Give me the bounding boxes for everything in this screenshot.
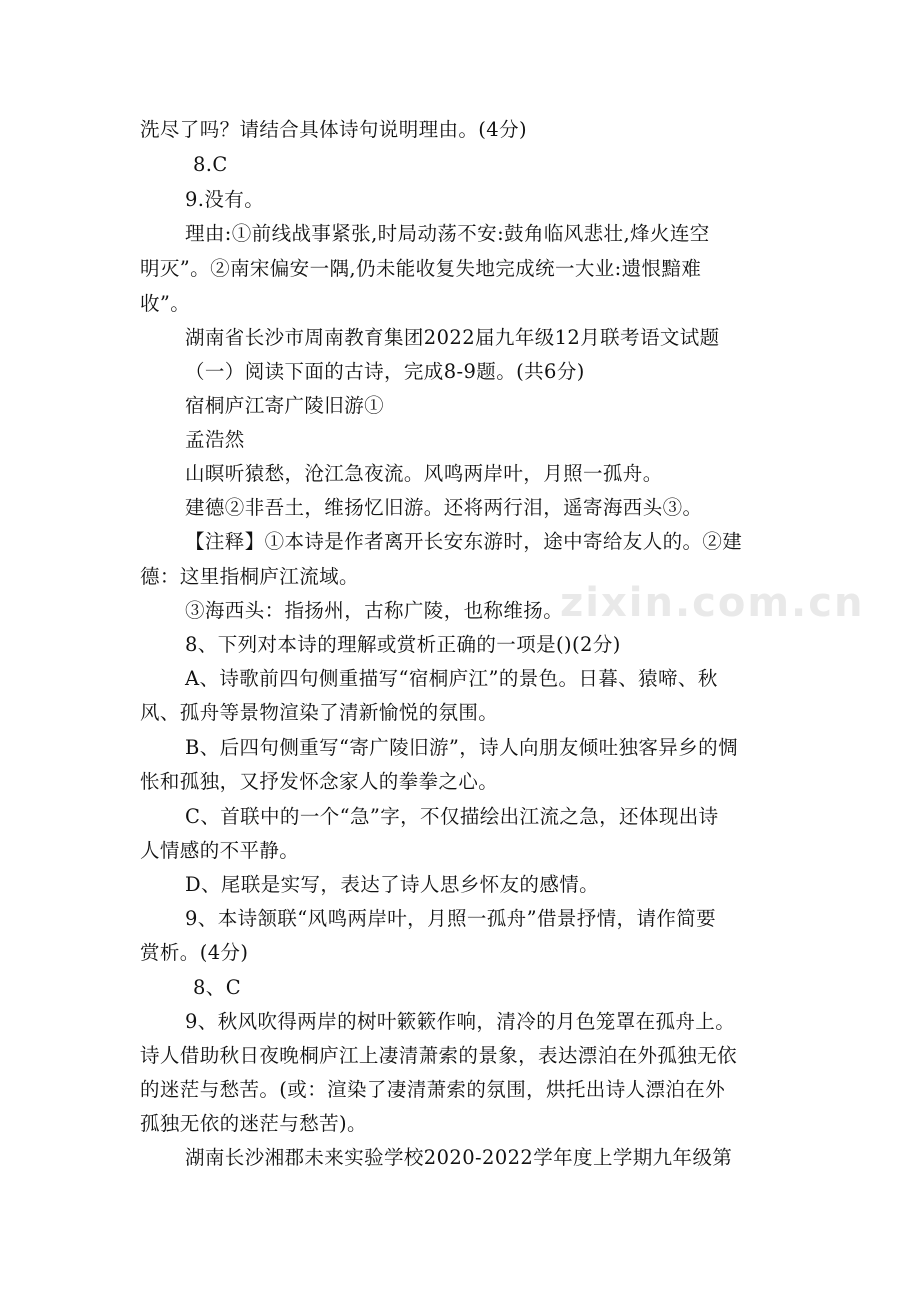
- answer-line: 9.没有。: [185, 188, 265, 211]
- answer-line: 的迷茫与愁苦。(或：渲染了凄清萧索的氛围，烘托出诗人漂泊在外: [140, 1078, 726, 1101]
- section-heading: 湖南省长沙市周南教育集团2022届九年级12月联考语文试题: [185, 326, 720, 349]
- text-line: 理由:①前线战事紧张,时局动荡不安:鼓角临风悲壮,烽火连空: [185, 222, 710, 245]
- question-line: 赏析。(4分): [140, 941, 249, 964]
- annotation-line: 德：这里指桐庐江流域。: [140, 565, 359, 588]
- option-line: B、后四句侧重写“寄广陵旧游”，诗人向朋友倾吐独客异乡的惆: [185, 736, 738, 759]
- annotation-line: 【注释】①本诗是作者离开长安东游时，途中寄给友人的。②建: [185, 530, 743, 553]
- question-intro: （一）阅读下面的古诗，完成8-9题。(共6分): [185, 360, 585, 383]
- section-heading: 湖南长沙湘郡未来实验学校2020-2022学年度上学期九年级第: [185, 1146, 733, 1169]
- answer-line: 诗人借助秋日夜晚桐庐江上凄清萧索的景象，表达漂泊在外孤独无依: [140, 1044, 738, 1067]
- option-line: A、诗歌前四句侧重描写“宿桐庐江”的景色。日暮、猿啼、秋: [185, 667, 718, 690]
- option-line: 怅和孤独，又抒发怀念家人的拳拳之心。: [140, 770, 499, 793]
- poem-line: 山暝听猿愁，沧江急夜流。风鸣两岸叶，月照一孤舟。: [185, 462, 663, 485]
- option-line: 风、孤舟等景物渲染了清新愉悦的氛围。: [140, 701, 499, 724]
- poem-title: 宿桐庐江寄广陵旧游①: [185, 394, 385, 417]
- text-line: 明灭”。②南宋偏安一隅,仍未能收复失地完成统一大业:遗恨黯难: [140, 257, 702, 280]
- poem-line: 建德②非吾土，维扬忆旧游。还将两行泪，遥寄海西头③。: [185, 496, 703, 519]
- text-line: 收”。: [140, 292, 191, 315]
- poem-author: 孟浩然: [185, 428, 245, 451]
- answer-line: 9、秋风吹得两岸的树叶簌簌作响，清冷的月色笼罩在孤舟上。: [185, 1010, 736, 1033]
- answer-line: 孤独无依的迷茫与愁苦)。: [140, 1112, 367, 1135]
- watermark: zixin.com.cn: [560, 580, 865, 626]
- option-line: 人情感的不平静。: [140, 839, 300, 862]
- answer-line: 8、C: [193, 976, 242, 999]
- annotation-line: ③海西头：指扬州，古称广陵，也称维扬。: [185, 599, 564, 622]
- question-line: 8、下列对本诗的理解或赏析正确的一项是()(2分): [185, 633, 621, 656]
- option-line: C、首联中的一个“急”字，不仅描绘出江流之急，还体现出诗: [185, 805, 719, 828]
- answer-line: 8.C: [193, 153, 228, 176]
- question-line: 9、本诗颔联“风鸣两岸叶，月照一孤舟”借景抒情，请作简要: [185, 907, 717, 930]
- text-line: 洗尽了吗？请结合具体诗句说明理由。(4分): [140, 118, 528, 141]
- option-line: D、尾联是实写，表达了诗人思乡怀友的感情。: [185, 873, 600, 896]
